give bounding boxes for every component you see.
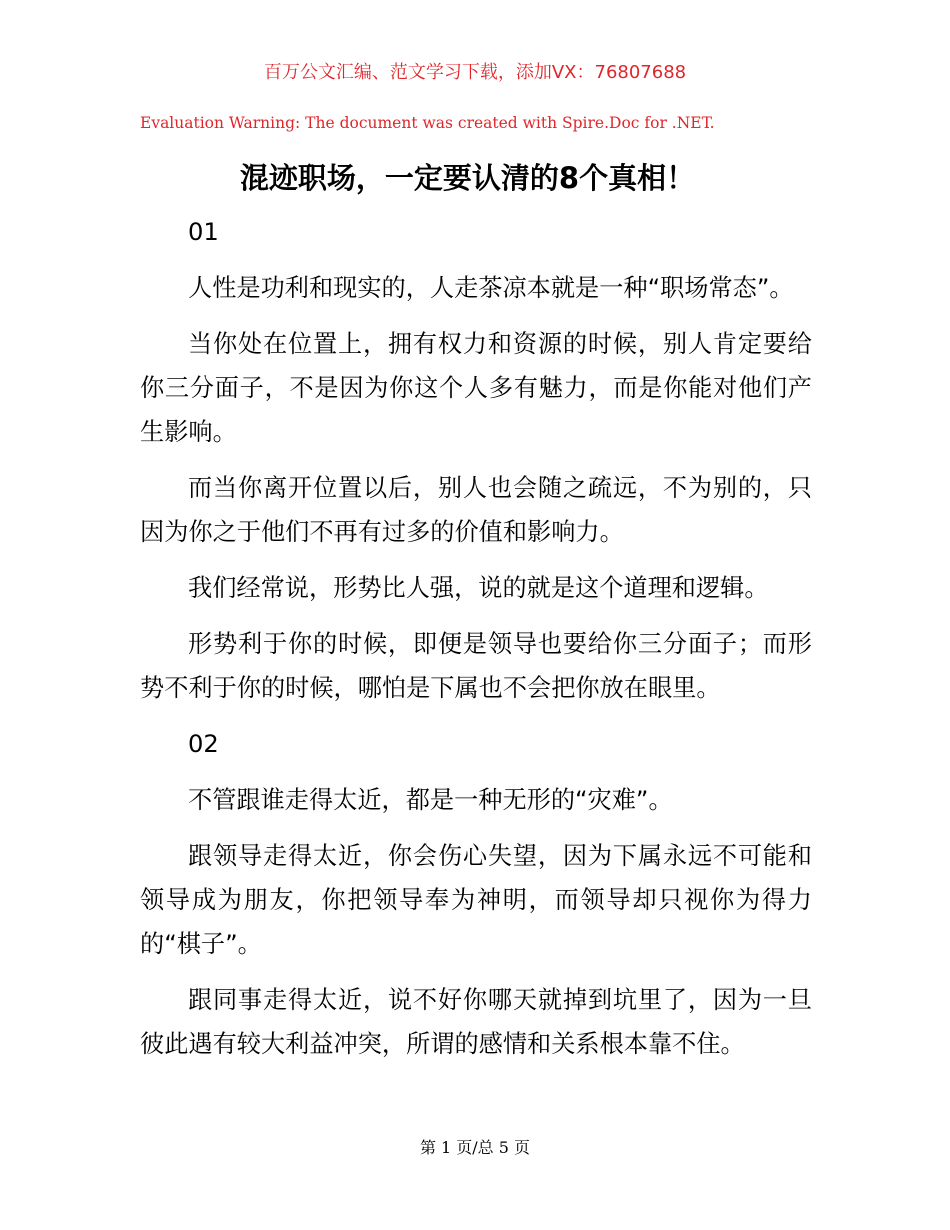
evaluation-warning: Evaluation Warning: The document was created with Spire.Doc for .NET. (140, 114, 715, 132)
body-paragraph: 跟同事走得太近，说不好你哪天就掉到坑里了，因为一旦彼此遇有较大利益冲突，所谓的感情和关系根本靠不住。 (140, 986, 812, 1058)
body-paragraph: 跟领导走得太近，你会伤心失望，因为下属永远不可能和领导成为朋友，你把领导奉为神明，而领导却只视你为得力的“棋子”。 (140, 842, 812, 958)
promo-header: 百万公文汇编、范文学习下载，添加VX：76807688 (263, 62, 687, 83)
page-footer: 第 1 页/总 5 页 (419, 1138, 531, 1157)
section-number: 01 (188, 218, 219, 246)
body-paragraph: 而当你离开位置以后，别人也会随之疏远，不为别的，只因为你之于他们不再有过多的价值和影响力。 (140, 474, 812, 546)
section-number: 02 (188, 730, 219, 758)
document-title: 混迹职场，一定要认清的8个真相！ (239, 161, 696, 195)
body-paragraph: 当你处在位置上，拥有权力和资源的时候，别人肯定要给你三分面子，不是因为你这个人多有魅力，而是你能对他们产生影响。 (140, 330, 812, 446)
body-paragraph: 我们经常说，形势比人强，说的就是这个道理和逻辑。 (188, 574, 769, 602)
document-body (140, 210, 812, 1078)
body-paragraph: 形势利于你的时候，即便是领导也要给你三分面子；而形势不利于你的时候，哪怕是下属也不会把你放在眼里。 (140, 630, 812, 702)
body-paragraph: 不管跟谁走得太近，都是一种无形的“灾难”。 (188, 786, 673, 814)
body-paragraph: 人性是功利和现实的，人走茶凉本就是一种“职场常态”。 (188, 274, 794, 302)
